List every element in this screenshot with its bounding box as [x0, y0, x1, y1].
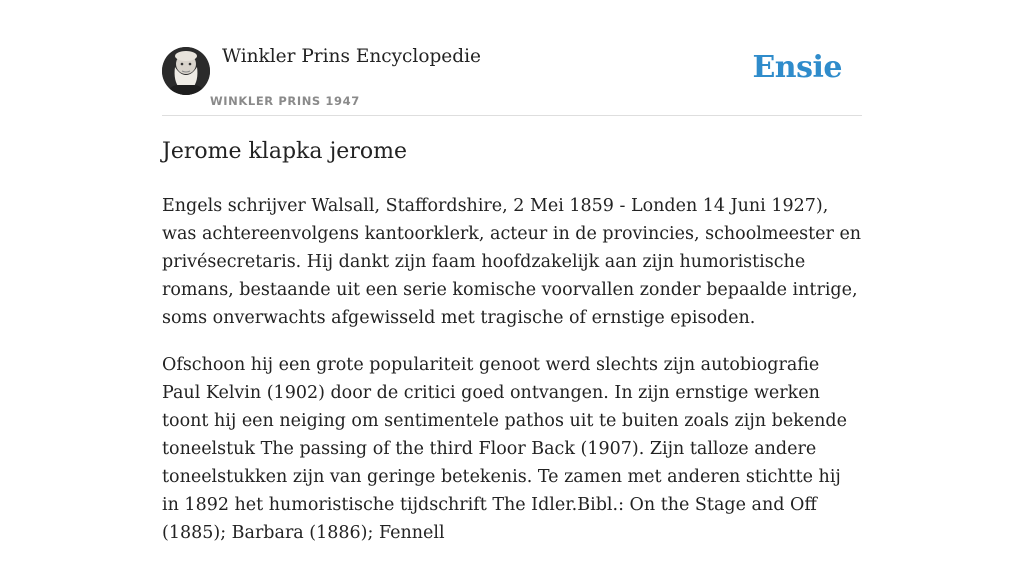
page-title: Jerome klapka jerome	[162, 139, 407, 164]
article-paragraph: Engels schrijver Walsall, Staffordshire, 2 Mei 1859 - Londen 14 Juni 1927), was achtereenvolgens kantoorklerk, acteur in de provincies, schoolmeester en privésecretaris. Hij dankt zijn faam hoofdzakelijk aan zijn humoristische romans, bestaande uit een serie komische voorvallen zonder bepaalde intrige, soms onverwachts afgewisseld met tragische of ernstige episoden.	[162, 196, 862, 328]
edition-label[interactable]: WINKLER PRINS 1947	[210, 94, 360, 108]
article-body	[162, 192, 862, 566]
avatar[interactable]	[162, 47, 210, 95]
article-paragraph: Ofschoon hij een grote populariteit genoot werd slechts zijn autobiografie Paul Kelvin (1902) door de critici goed ontvangen. In zijn ernstige werken toont hij een neiging om sentimentele pathos uit te buiten zoals zijn bekende toneelstuk The passing of the third Floor Back (1907). Zijn talloze andere toneelstukken zijn van geringe betekenis. Te zamen met anderen stichtte hij in 1892 het humoristische tijdschrift The Idler.Bibl.: On the Stage and Off (1885); Barbara (1886); Fennell	[162, 355, 847, 543]
brand-logo[interactable]: Ensie	[752, 50, 842, 85]
site-header	[162, 0, 862, 116]
site-name[interactable]: Winkler Prins Encyclopedie	[222, 46, 481, 67]
bearded-man-portrait-icon	[162, 47, 210, 95]
page	[162, 0, 862, 543]
